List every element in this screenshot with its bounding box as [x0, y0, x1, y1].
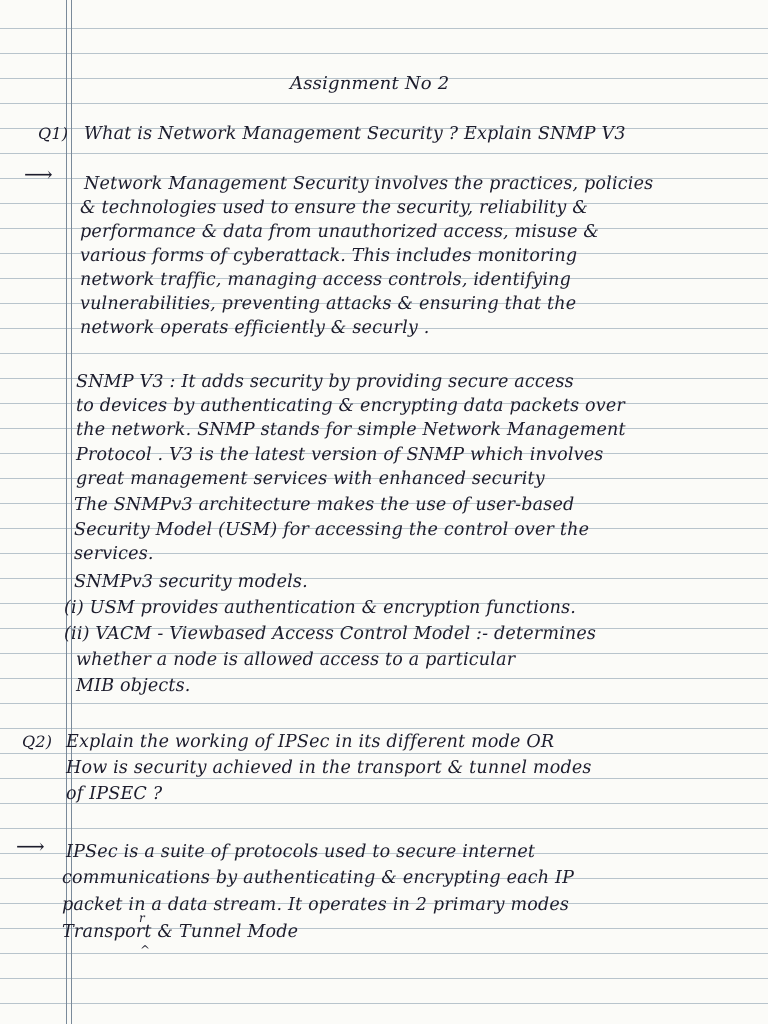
question-1-text: What is Network Management Security ? Explain SNMP V3 [84, 124, 626, 144]
page-title: Assignment No 2 [290, 73, 450, 94]
question-2-text: How is security achieved in the transport & tunnel modes [66, 758, 592, 778]
question-1-number: Q1) [38, 124, 69, 143]
q1-answer-line: vulnerabilities, preventing attacks & ensuring that the [80, 294, 577, 314]
caret-mark: ^ [140, 943, 151, 957]
q1-answer-line: performance & data from unauthorized access, misuse & [80, 222, 600, 242]
q2-answer-line: Transport & Tunnel Mode [62, 922, 299, 942]
q1-answer-line: network operats efficiently & securly . [80, 318, 430, 338]
q2-answer-line: communications by authenticating & encrypting each IP [62, 868, 575, 888]
snmp-line: Protocol . V3 is the latest version of SNMP which involves [76, 445, 604, 465]
q1-answer-line: Network Management Security involves the practices, policies [84, 174, 654, 194]
q1-answer-line: various forms of cyberattack. This includes monitoring [80, 246, 578, 266]
snmp-line: SNMPv3 security models. [74, 572, 308, 592]
snmp-line: The SNMPv3 architecture makes the use of user-based [74, 495, 575, 515]
insertion-correction-mark: r [139, 911, 145, 925]
answer-arrow-icon: ⟶ [24, 162, 53, 186]
snmp-line: (ii) VACM - Viewbased Access Control Model :- determines [64, 624, 597, 644]
snmp-line: Security Model (USM) for accessing the control over the [74, 520, 590, 540]
snmp-line: whether a node is allowed access to a particular [76, 650, 516, 670]
snmp-line: MIB objects. [76, 676, 191, 696]
question-2-number: Q2) [22, 732, 53, 751]
snmp-line: to devices by authenticating & encrypting data packets over [76, 396, 625, 416]
q2-answer-line: IPSec is a suite of protocols used to secure internet [66, 842, 536, 862]
snmp-line: (i) USM provides authentication & encryption functions. [64, 598, 577, 618]
snmp-line: SNMP V3 : It adds security by providing secure access [76, 372, 574, 392]
snmp-line: the network. SNMP stands for simple Network Management [76, 420, 626, 440]
snmp-line: great management services with enhanced security [76, 469, 545, 489]
question-2-text: Explain the working of IPSec in its different mode OR [66, 732, 555, 752]
question-2-text: of IPSEC ? [66, 784, 163, 804]
q1-answer-line: & technologies used to ensure the security, reliability & [80, 198, 589, 218]
q1-answer-line: network traffic, managing access controls, identifying [80, 270, 572, 290]
answer-arrow-icon: ⟶ [16, 834, 45, 858]
q2-answer-line: packet in a data stream. It operates in 2 primary modes [62, 895, 570, 915]
snmp-line: services. [74, 544, 154, 564]
